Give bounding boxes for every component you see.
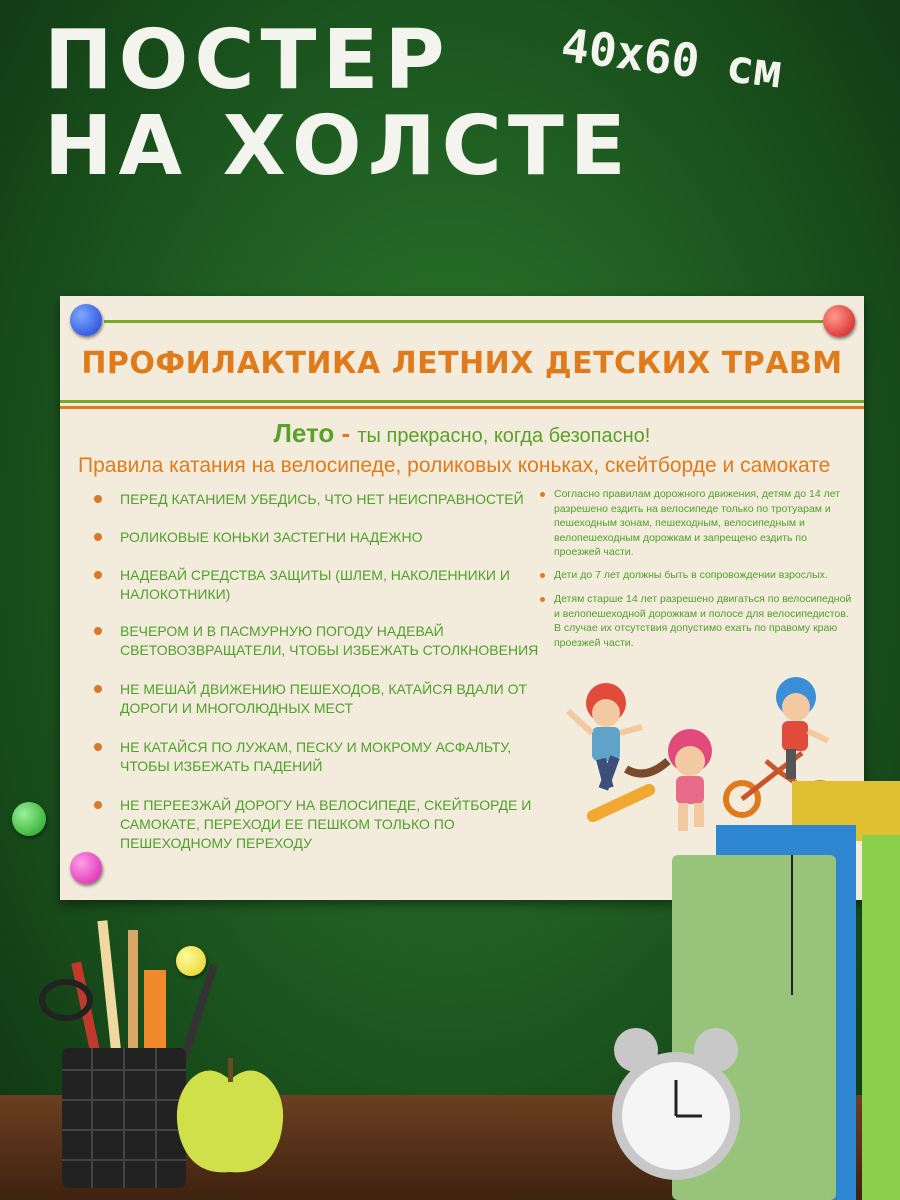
title-divider-orange [60, 406, 864, 409]
slogan [60, 418, 864, 449]
list-item: НЕ МЕШАЙ ДВИЖЕНИЮ ПЕШЕХОДОВ, КАТАЙСЯ ВДАЛИ ОТ ДОРОГИ И МНОГОЛЮДНЫХ МЕСТ [94, 680, 544, 718]
info-item: Дети до 7 лет должны быть в сопровождении взрослых. [540, 568, 852, 583]
info-item: Детям старше 14 лет разрешено двигаться по велосипедной и велопешеходной дорожкам и полосе для велосипедистов. В случае их отсутствия допустимо ехать по правому краю проезжей части. [540, 592, 852, 650]
list-item: НАДЕВАЙ СРЕДСТВА ЗАЩИТЫ (ШЛЕМ, НАКОЛЕННИКИ И НАЛОКОТНИКИ) [94, 566, 544, 604]
top-divider [104, 320, 834, 323]
list-item: РОЛИКОВЫЕ КОНЬКИ ЗАСТЕГНИ НАДЕЖНО [94, 528, 544, 547]
green-pin-icon [12, 802, 46, 836]
red-pin-icon [823, 305, 855, 337]
title-divider-green [60, 400, 864, 403]
apple-icon [170, 1050, 290, 1180]
size-label: 40x60 см [558, 18, 785, 99]
headline-line-2: НА ХОЛСТЕ [44, 99, 632, 194]
headline [44, 13, 632, 194]
slogan-dash: - [334, 418, 358, 448]
blue-pin-icon [70, 304, 102, 336]
slogan-word: Лето [273, 418, 335, 448]
info-item: Согласно правилам дорожного движения, детям до 14 лет разрешено ездить на велосипеде только по тротуарам и пешеходным зонам, пешеходным, велосипедным и велопешеходным дорожкам и запрещено ездить по проезжей части. [540, 487, 852, 560]
list-item: НЕ ПЕРЕЕЗЖАЙ ДОРОГУ НА ВЕЛОСИПЕДЕ, СКЕЙТБОРДЕ И САМОКАТЕ, ПЕРЕХОДИ ЕЕ ПЕШКОМ ТОЛЬКО ПО ПЕШЕХОДНОМУ ПЕРЕХОДУ [94, 796, 544, 853]
headline-line-1: ПОСТЕР [44, 13, 451, 108]
rules-heading: Правила катания на велосипеде, роликовых коньках, скейтборде и самокате [78, 454, 831, 477]
list-item: ВЕЧЕРОМ И В ПАСМУРНУЮ ПОГОДУ НАДЕВАЙ СВЕТОВОЗВРАЩАТЕЛИ, ЧТОБЫ ИЗБЕЖАТЬ СТОЛКНОВЕНИЯ [94, 622, 544, 660]
poster-title: ПРОФИЛАКТИКА ЛЕТНИХ ДЕТСКИХ ТРАВМ [81, 346, 843, 381]
list-item: ПЕРЕД КАТАНИЕМ УБЕДИСЬ, ЧТО НЕТ НЕИСПРАВНОСТЕЙ [94, 490, 544, 509]
list-item: НЕ КАТАЙСЯ ПО ЛУЖАМ, ПЕСКУ И МОКРОМУ АСФАЛЬТУ, ЧТОБЫ ИЗБЕЖАТЬ ПАДЕНИЙ [94, 738, 544, 776]
pink-pin-icon [70, 852, 102, 884]
slogan-rest: ты прекрасно, когда безопасно! [357, 425, 651, 447]
alarm-clock-icon [606, 1020, 746, 1190]
